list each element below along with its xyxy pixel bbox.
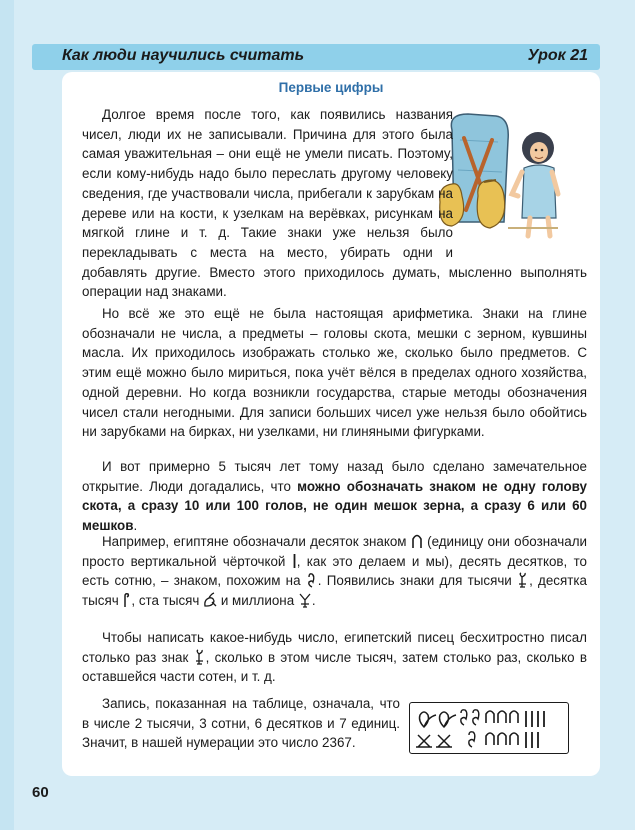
egyptian-number-table (409, 702, 569, 754)
egyptian-ten-icon (411, 533, 423, 549)
p4-text-c: , как это делаем и мы), десять десятков, то есть сотню, – знаком, похожим на (82, 553, 587, 589)
ten-signs (486, 711, 518, 745)
paragraph-3 (82, 457, 587, 536)
page-number: 60 (32, 784, 49, 801)
paragraph-3-end: . (133, 518, 138, 534)
page-margin-band (0, 0, 14, 830)
egyptian-hundred-icon (306, 572, 318, 588)
egyptian-hundred-thousand-icon (203, 592, 217, 608)
illustration-space (459, 105, 587, 255)
p4-text-e: , десятка тысяч (82, 573, 587, 609)
section-title: Первые цифры (278, 80, 384, 95)
p4-text-h: . (311, 593, 316, 609)
p4-text-f: , ста тысяч (131, 593, 200, 609)
egyptian-thousand-icon (517, 572, 529, 588)
lesson-header (32, 44, 600, 70)
paragraph-6: Запись, показанная на таблице, означала, что в числе 2 тысячи, 3 сотни, 6 десятков и 7 единиц. Значит, в нашей нумерации это число 2367. (82, 696, 400, 751)
hundred-signs (461, 710, 479, 747)
p5-text-b: , сколько в этом числе тысяч, затем столько раз, сколько в оставшейся части сотен, и т. д. (82, 649, 587, 685)
paragraph-3-bold-text: можно обозначать знаком не одну голову скота, а сразу 10 или 100 голов, не один мешок зерна, а сразу 6 или 60 мешков (82, 478, 588, 534)
thousand-signs (416, 712, 456, 747)
chapter-title: Как люди научились считать (62, 47, 305, 64)
unit-signs (526, 711, 544, 748)
p4-text-d: . Появились знаки для тысячи (317, 573, 512, 589)
egyptian-thousand-icon (194, 649, 206, 665)
paragraph-5 (82, 628, 587, 687)
content-card (62, 72, 600, 776)
paragraph-3-text: И вот примерно 5 тысяч лет тому назад было сделано замечательное открытие. Люди догадались, что (82, 459, 587, 494)
p4-text-g: и миллиона (220, 593, 295, 609)
p4-text-b: (единицу они обозначали просто вертикальной чёрточкой (82, 534, 587, 569)
egyptian-million-icon (298, 592, 312, 608)
paragraph-4 (82, 532, 587, 611)
paragraph-1-text: Долгое время после того, как появились названия чисел, люди их не записывали. Причина для этого была самая уважительная – они ещё не умели писать. Поэтому, если кому-нибудь надо было переслать другому человеку сведения, где участвовали числа, прибегали к зарубкам на дереве или на кости, к узелкам на верёвках, рисункам на мягкой глине и т. д. Такие знаки уже нельзя было перекладывать с места на место, убирать одни и добавлять другие. Вместо этого приходилось думать, мысленно выполнять операции над знаками. (82, 107, 587, 300)
lesson-label: Урок 21 (527, 47, 588, 64)
paragraph-2: Но всё же это ещё не была настоящая арифметика. Знаки на глине обозначали не числа, а предметы – головы скота, мешки с зерном, кувшины масла. Их приходилось изображать столько же, сколько было предметов. С этим ещё можно было мириться, пока учёт вёлся в пределах одного хозяйства, одной деревни. Но когда возникли государства, старые методы обозначения чисел стали негодными. Для записи больших чисел уже нельзя было обойтись ни зарубками на бирках, ни узелками, ни глиняными фигурками. (82, 306, 587, 440)
paragraph-1 (82, 105, 587, 302)
p4-text-a: Например, египтяне обозначали десяток знаком (102, 534, 407, 549)
p5-text-a: Чтобы написать какое-нибудь число, египетский писец бесхитростно писал столько раз знак (82, 630, 587, 665)
